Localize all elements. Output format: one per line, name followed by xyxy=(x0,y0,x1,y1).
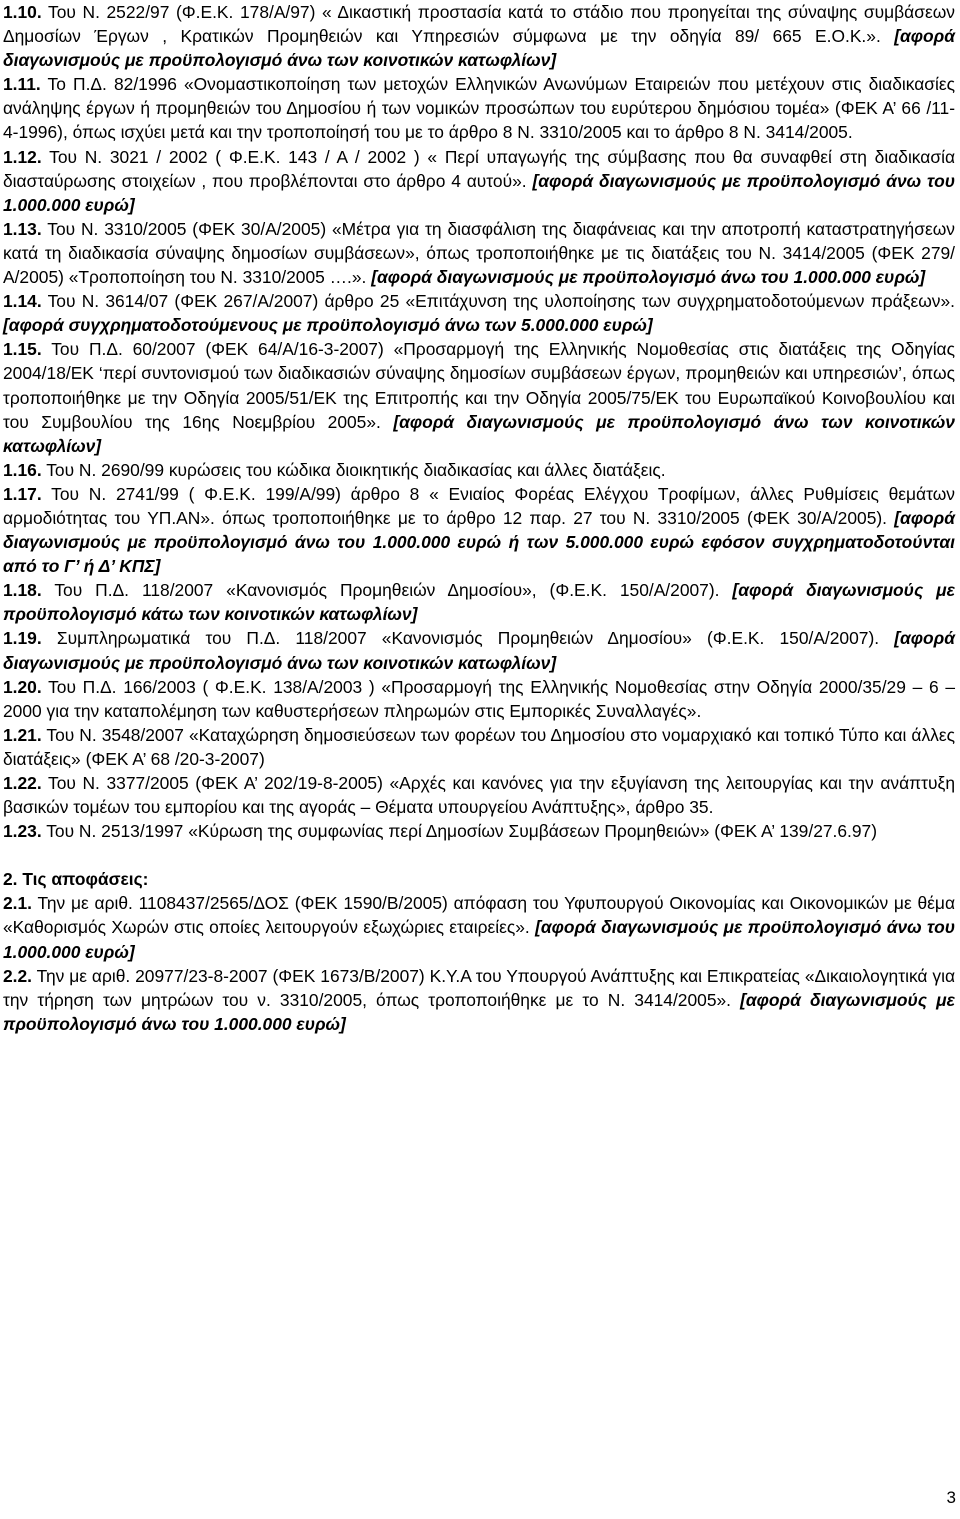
item-text: Του Ν. 2522/97 (Φ.Ε.Κ. 178/Α/97) « Δικαστική προστασία κατά το στάδιο που προηγείται της σύναψης συμβάσεων Δημοσίων Έργων , Κρατικών Προμηθειών και Υπηρεσιών σύμφωνα με την οδηγία 89/ 665 Ε.Ο.Κ.». xyxy=(3,2,955,47)
list-item xyxy=(3,289,955,337)
list-item xyxy=(3,0,955,72)
item-number: 1.11. xyxy=(3,74,41,95)
list-item xyxy=(3,675,955,723)
list-item xyxy=(3,964,955,1036)
item-text: Του Ν. 2741/99 ( Φ.Ε.Κ. 199/Α/99) άρθρο 8 « Ενιαίος Φορέας Ελέγχου Τροφίμων, άλλες Ρυθμίσεις θεμάτων αρμοδιότητας του ΥΠ.ΑΝ». όπως τροποποιήθηκε με το άρθρο 12 παρ. 27 του Ν. 3310/2005 (ΦΕΚ 30/Α/2005). xyxy=(3,483,955,528)
list-item xyxy=(3,626,955,674)
spacer xyxy=(3,843,955,867)
item-note: [αφορά διαγωνισμούς με προϋπολογισμό άνω των κοινοτικών κατωφλίων] xyxy=(3,628,955,673)
item-text: Του Ν. 3310/2005 (ΦΕΚ 30/Α/2005) «Μέτρα για τη διασφάλιση της διαφάνειας και την αποτροπή καταστρατηγήσεων κατά τη διαδικασία σύναψης δημοσίων συμβάσεων», όπως τροποποιήθηκε με τις διατάξεις του Ν. 3414/2005 (ΦΕΚ 279/Α/2005) «Τροποποίηση του Ν. 3310/2005 ….». xyxy=(3,218,955,288)
item-number: 1.16. xyxy=(3,459,42,480)
item-number: 1.14. xyxy=(3,291,42,312)
item-number: 2.2. xyxy=(3,965,33,986)
document-page xyxy=(3,0,955,1036)
item-note: [αφορά διαγωνισμούς με προϋπολογισμό άνω του 1.000.000 ευρώ] xyxy=(366,267,926,288)
item-text: Του Ν. 3548/2007 «Καταχώρηση δημοσιεύσεων των φορέων του Δημοσίου στο νομαρχιακό και τοπικό Τύπο και άλλες διατάξεις» (ΦΕΚ Α’ 68 /20-3-2007) xyxy=(3,724,955,769)
item-note: [αφορά διαγωνισμούς με προϋπολογισμό άνω του 1.000.000 ευρώ ή των 5.000.000 ευρώ εφόσον συγχρηματοδοτούνται από το Γ’ ή Δ’ ΚΠΣ] xyxy=(3,507,955,577)
list-item xyxy=(3,217,955,289)
item-number: 1.20. xyxy=(3,676,42,697)
item-number: 1.23. xyxy=(3,821,42,842)
list-item xyxy=(3,891,955,963)
item-number: 1.15. xyxy=(3,339,42,360)
list-item xyxy=(3,819,955,843)
item-note: [αφορά διαγωνισμούς με προϋπολογισμό άνω του 1.000.000 ευρώ] xyxy=(3,170,955,215)
list-item xyxy=(3,578,955,626)
item-text: Του Ν. 2513/1997 «Κύρωση της συμφωνίας περί Δημοσίων Συμβάσεων Προμηθειών» (ΦΕΚ Α’ 139/27.6.97) xyxy=(41,821,878,842)
list-item xyxy=(3,458,955,482)
item-number: 1.17. xyxy=(3,483,42,504)
page-number: 3 xyxy=(946,1488,956,1507)
section-heading: 2. Τις αποφάσεις: xyxy=(3,869,149,890)
item-note: [αφορά διαγωνισμούς με προϋπολογισμό κάτω των κοινοτικών κατωφλίων] xyxy=(3,580,955,625)
item-text: Του Π.Δ. 118/2007 «Κανονισμός Προμηθειών Δημοσίου», (Φ.Ε.Κ. 150/Α/2007). xyxy=(41,580,720,601)
list-item xyxy=(3,72,955,144)
item-note: [αφορά διαγωνισμούς με προϋπολογισμό άνω του 1.000.000 ευρώ] xyxy=(3,917,955,962)
item-note: [αφορά διαγωνισμούς με προϋπολογισμό άνω των κοινοτικών κατωφλίων] xyxy=(3,26,955,71)
item-note: [αφορά συγχρηματοδοτούμενους με προϋπολογισμό άνω των 5.000.000 ευρώ] xyxy=(3,315,653,336)
list-item xyxy=(3,145,955,217)
item-note: [αφορά διαγωνισμούς με προϋπολογισμό άνω των κοινοτικών κατωφλίων] xyxy=(3,411,955,456)
list-item xyxy=(3,723,955,771)
item-number: 1.19. xyxy=(3,628,42,649)
item-text: Του Ν. 3614/07 (ΦΕΚ 267/Α/2007) άρθρο 25 «Επιτάχυνση της υλοποίησης των συγχρηματοδοτούμενων πράξεων». xyxy=(41,291,955,312)
item-text: Την με αριθ. 20977/23-8-2007 (ΦΕΚ 1673/Β/2007) Κ.Υ.Α του Υπουργού Ανάπτυξης και Επικρατείας «Δικαιολογητικά για την τήρηση των μητρώων του ν. 3310/2005, όπως τροποποιήθηκε με το Ν. 3414/2005». xyxy=(3,965,955,1010)
item-text: Το Π.Δ. 82/1996 «Ονομαστικοποίηση των μετοχών Ελληνικών Ανωνύμων Εταιρειών που μετέχουν στις διαδικασίες ανάληψης έργων ή προμηθειών του Δημοσίου ή των νομικών προσώπων του ευρύτερου δημόσιου τομέα» (ΦΕΚ Α’ 66 /11-4-1996), όπως ισχύει μετά και την τροποποίησή του με το άρθρο 8 Ν. 3310/2005 και το άρθρο 8 Ν. 3414/2005. xyxy=(3,74,955,143)
item-text: Του Ν. 3377/2005 (ΦΕΚ Α’ 202/19-8-2005) «Αρχές και κανόνες για την εξυγίανση της λειτουργίας και την ανάπτυξη βασικών τομέων του εμπορίου και της αγοράς – Θέματα υπουργείου Ανάπτυξης», άρθρο 35. xyxy=(3,773,955,818)
item-number: 1.10. xyxy=(3,2,42,22)
list-item xyxy=(3,771,955,819)
item-text: Του Ν. 3021 / 2002 ( Φ.Ε.Κ. 143 / Α / 2002 ) « Περί υπαγωγής της σύμβασης που θα συναφθεί στη διαδικασία διασταύρωσης στοιχείων , που προβλέπονται στο άρθρο 4 αυτού». xyxy=(3,146,955,191)
item-text: Του Π.Δ. 60/2007 (ΦΕΚ 64/Α/16-3-2007) «Προσαρμογή της Ελληνικής Νομοθεσίας στις διατάξεις της Οδηγίας 2004/18/ΕΚ ‘περί συντονισμού των διαδικασιών σύναψης δημοσίων συμβάσεων έργων, προμηθειών και υπηρεσιών’, όπως τροποποιήθηκε με την Οδηγία 2005/51/ΕΚ της Επιτροπής και την Οδηγία 2005/75/ΕΚ του Ευρωπαϊκού Κοινοβουλίου και του Συμβουλίου της 16ης Νοεμβρίου 2005». xyxy=(3,339,955,432)
item-number: 1.13. xyxy=(3,218,42,239)
item-text: Συμπληρωματικά του Π.Δ. 118/2007 «Κανονισμός Προμηθειών Δημοσίου» (Φ.Ε.Κ. 150/Α/2007). xyxy=(41,628,880,649)
list-item xyxy=(3,482,955,578)
item-text: Την με αριθ. 1108437/2565/ΔΟΣ (ΦΕΚ 1590/Β/2005) απόφαση του Υφυπουργού Οικονομίας και Οικονομικών με θέμα «Καθορισμός Χωρών στις οποίες λειτουργούν εξωχώριες εταιρείες». xyxy=(3,893,955,938)
item-number: 1.21. xyxy=(3,724,42,745)
list-item xyxy=(3,337,955,457)
item-number: 1.22. xyxy=(3,773,42,793)
item-number: 1.18. xyxy=(3,580,42,601)
item-text: Του Ν. 2690/99 κυρώσεις του κώδικα διοικητικής διαδικασίας και άλλες διατάξεις. xyxy=(41,459,666,480)
item-text: Του Π.Δ. 166/2003 ( Φ.Ε.Κ. 138/Α/2003 ) «Προσαρμογή της Ελληνικής Νομοθεσίας στην Οδηγία 2000/35/29 – 6 – 2000 για την καταπολέμηση των καθυστερήσεων πληρωμών στις Εμπορικές Συναλλαγές». xyxy=(3,676,955,721)
item-number: 2.1. xyxy=(3,893,33,914)
item-note: [αφορά διαγωνισμούς με προϋπολογισμό άνω του 1.000.000 ευρώ] xyxy=(3,989,955,1034)
item-number: 1.12. xyxy=(3,146,42,167)
